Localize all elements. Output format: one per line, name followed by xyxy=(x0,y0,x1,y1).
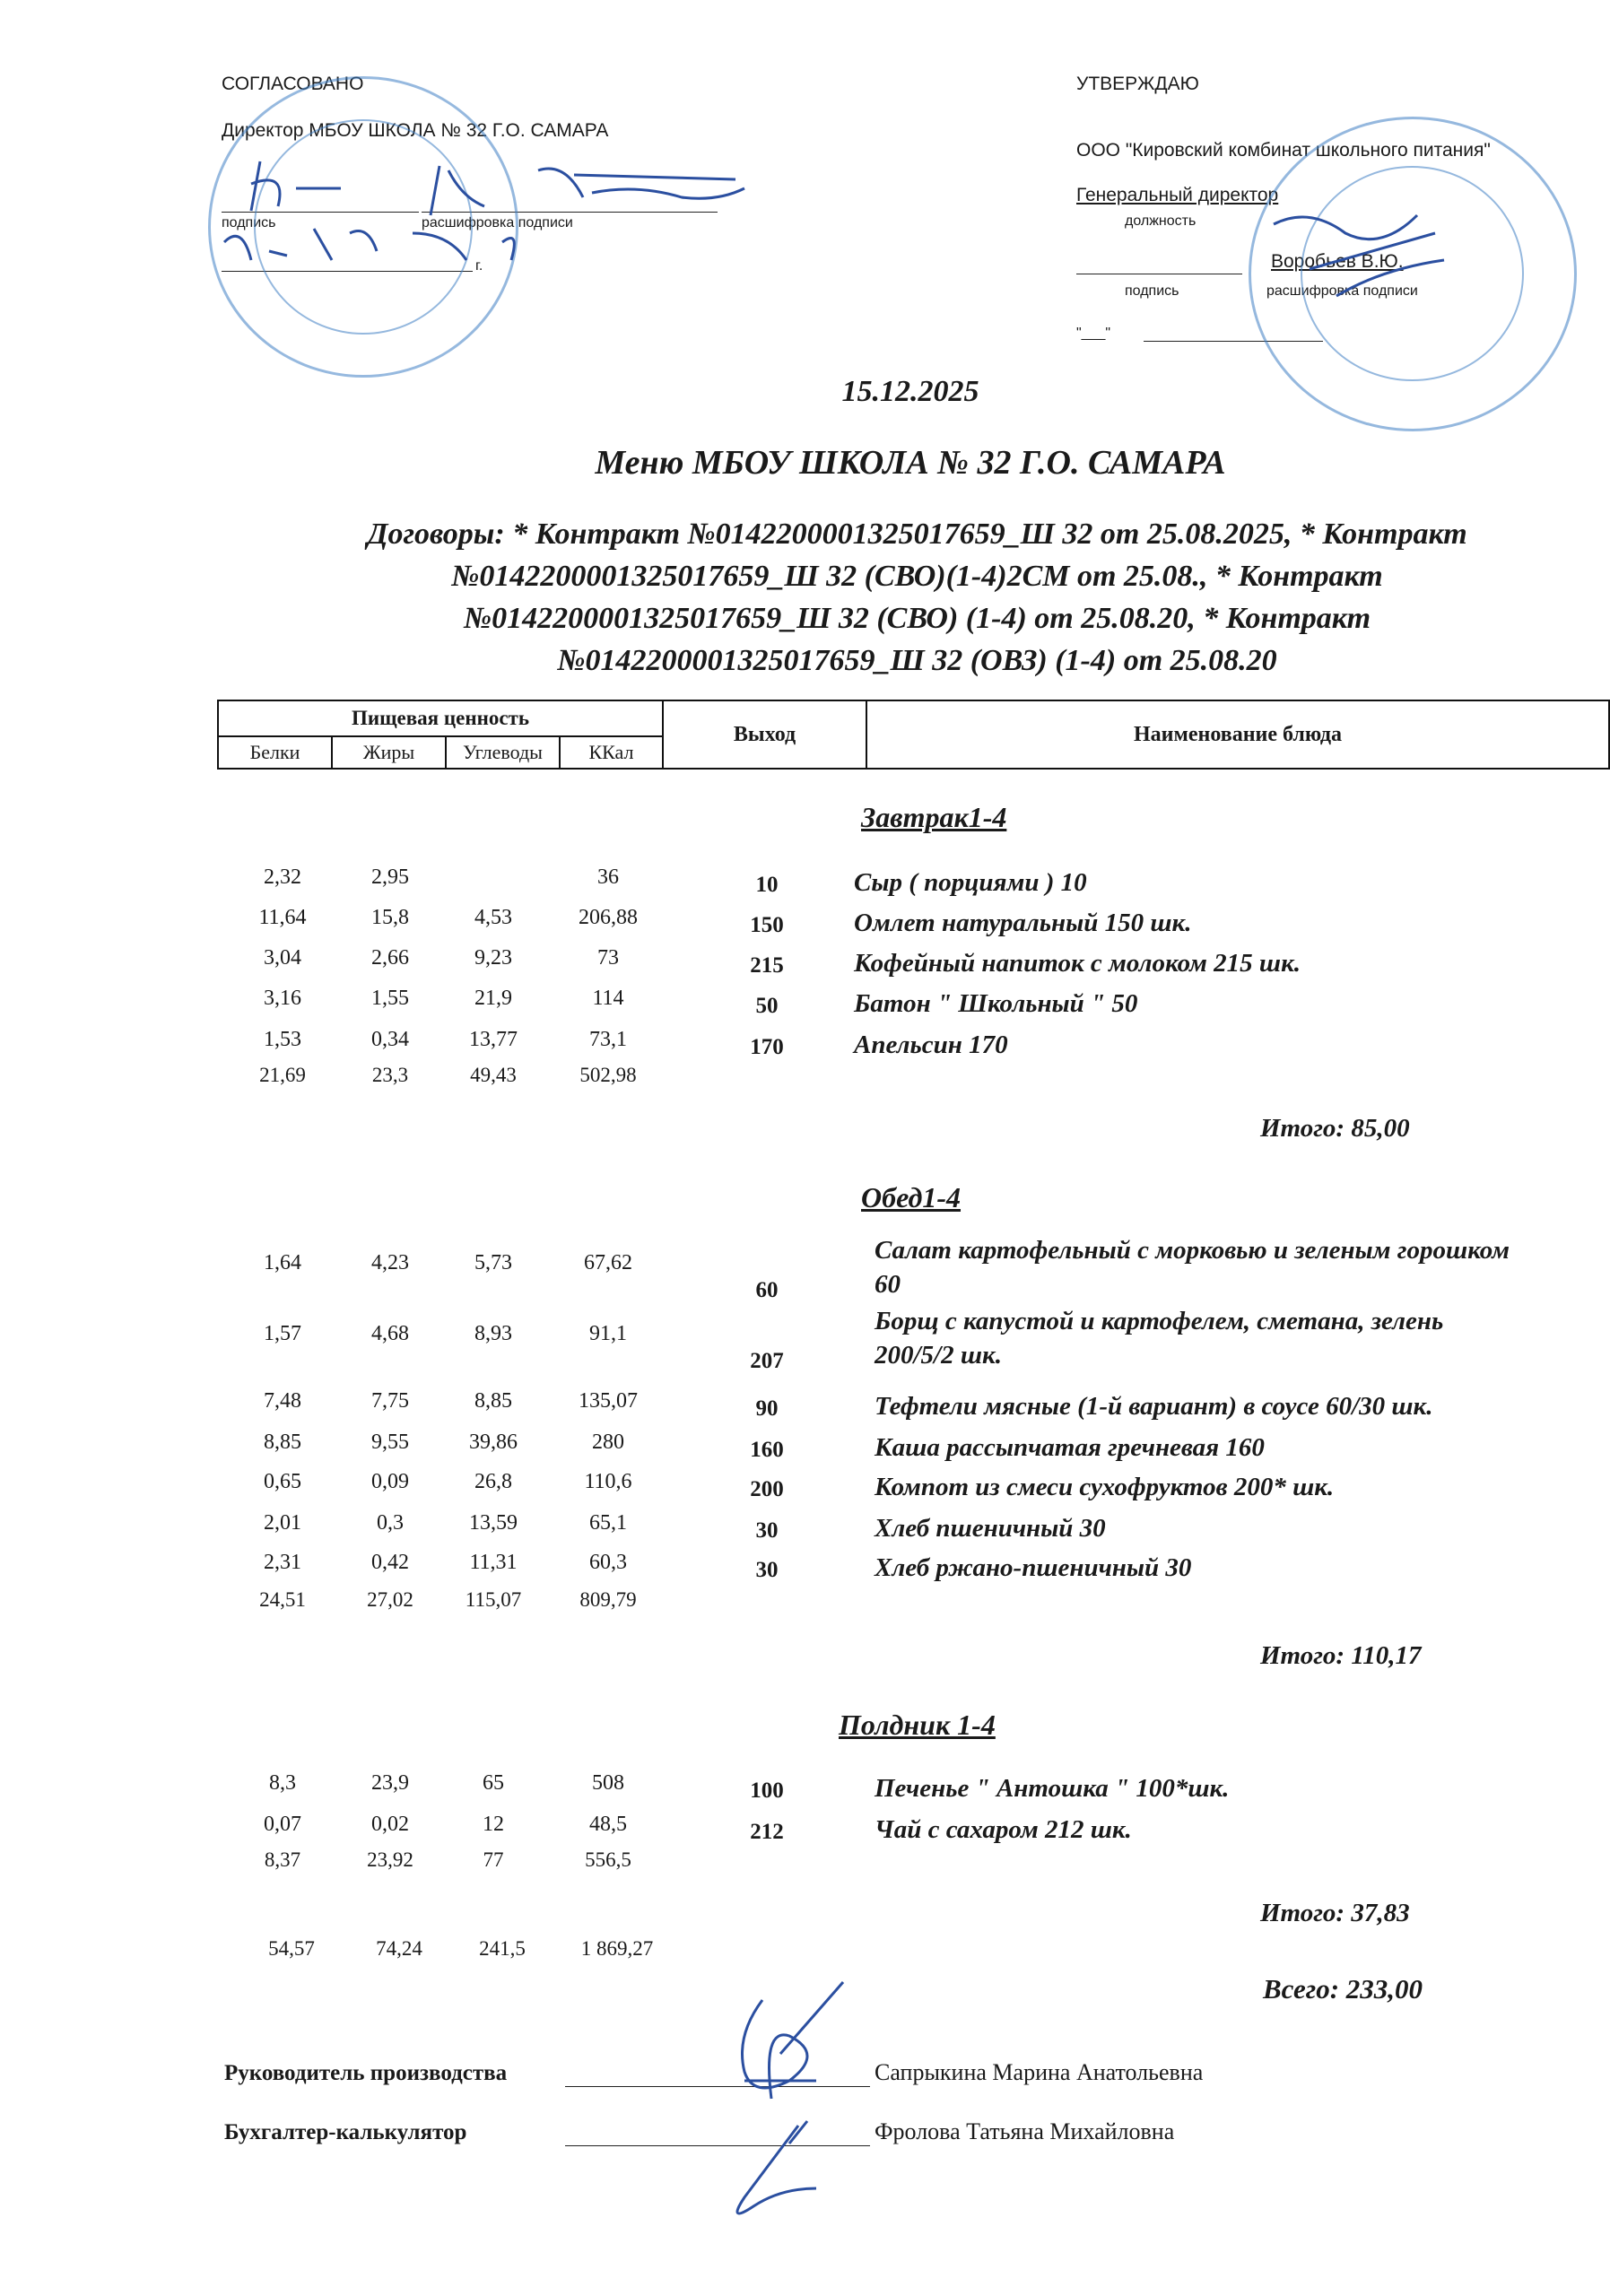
section-sum: 21,69 xyxy=(259,1064,306,1086)
section-total: Итого: 85,00 xyxy=(1260,1114,1410,1143)
nutrition-value: 23,9 xyxy=(371,1771,409,1795)
sign-label-left: подпись xyxy=(222,215,276,230)
approved-heading-right: УТВЕРЖДАЮ xyxy=(1076,74,1199,94)
nutrition-value: 508 xyxy=(592,1771,624,1795)
nutrition-value: 8,3 xyxy=(269,1771,296,1795)
date-suffix: г. xyxy=(475,258,483,274)
org-name: ООО "Кировский комбинат школьного питания" xyxy=(1076,140,1491,161)
nutrition-value: 4,23 xyxy=(371,1251,409,1274)
output-value: 207 xyxy=(750,1349,784,1373)
nutrition-value: 1,53 xyxy=(264,1028,301,1051)
section-sum: 23,3 xyxy=(371,1064,409,1086)
nutrition-value: 65 xyxy=(483,1771,504,1795)
nutrition-value: 7,75 xyxy=(371,1389,409,1413)
dish-name: Салат картофельный с морковью и зеленым горошком xyxy=(875,1236,1510,1265)
role-production-head: Руководитель производства xyxy=(224,2061,508,2085)
dish-name: Сыр ( порциями ) 10 xyxy=(854,868,1087,897)
position-label: должность xyxy=(1125,213,1197,229)
nutrition-value: 5,73 xyxy=(474,1251,512,1274)
nutrition-value: 0,02 xyxy=(371,1813,409,1836)
contract-line: №0142200001325017659_Ш 32 (ОВЗ) (1-4) от 25.08.20 xyxy=(557,644,1277,677)
nutrition-value: 8,85 xyxy=(264,1431,301,1454)
nutrition-value: 73 xyxy=(597,946,619,970)
output-value: 160 xyxy=(750,1438,784,1462)
nutrition-value: 13,77 xyxy=(469,1028,518,1051)
menu-table-header xyxy=(217,700,1610,770)
section-sum: 809,79 xyxy=(579,1588,637,1611)
contract-line: Договоры: * Контракт №0142200001325017659_Ш 32 от 25.08.2025, * Контракт xyxy=(367,517,1467,551)
nutrition-value: 48,5 xyxy=(589,1813,627,1836)
section-title: Полдник 1-4 xyxy=(839,1709,996,1741)
dish-name-cont: 200/5/2 шк. xyxy=(875,1341,1002,1370)
output-value: 60 xyxy=(755,1278,779,1302)
nutrition-value: 110,6 xyxy=(584,1470,632,1493)
dish-name: Кофейный напиток с молоком 215 шк. xyxy=(854,949,1301,978)
dish-name-cont: 60 xyxy=(875,1270,901,1299)
nutrition-value: 39,86 xyxy=(469,1431,518,1454)
menu-date: 15.12.2025 xyxy=(841,375,979,408)
director-signature xyxy=(215,144,771,287)
grand-sum: 74,24 xyxy=(376,1937,422,1960)
nutrition-value: 2,32 xyxy=(264,865,301,889)
nutrition-value: 26,8 xyxy=(474,1470,512,1493)
nutrition-value: 2,66 xyxy=(371,946,409,970)
role-accountant: Бухгалтер-калькулятор xyxy=(224,2120,467,2144)
contracts-block xyxy=(224,513,1610,682)
nutrition-value: 4,53 xyxy=(474,906,512,929)
approved-heading-left: СОГЛАСОВАНО xyxy=(222,74,364,94)
name-production-head: Сапрыкина Марина Анатольевна xyxy=(875,2059,1204,2085)
nutrition-value: 1,55 xyxy=(371,987,409,1010)
decode-label-right: расшифровка подписи xyxy=(1266,283,1418,299)
dish-name: Печенье " Антошка " 100*шк. xyxy=(875,1774,1230,1803)
section-sum: 556,5 xyxy=(585,1848,631,1871)
grand-sum: 241,5 xyxy=(479,1937,526,1960)
nutrition-value: 1,64 xyxy=(264,1251,301,1274)
nutrition-value: 67,62 xyxy=(584,1251,632,1274)
section-total: Итого: 110,17 xyxy=(1260,1641,1422,1670)
output-value: 200 xyxy=(750,1477,784,1501)
nutrition-value: 11,31 xyxy=(469,1551,518,1574)
dish-name: Борщ с капустой и картофелем, сметана, зелень xyxy=(875,1307,1444,1335)
nutrition-value: 0,42 xyxy=(371,1551,409,1574)
kcal-header: ККал xyxy=(560,736,663,769)
nutrition-value: 3,16 xyxy=(264,987,301,1010)
section-sum: 24,51 xyxy=(259,1588,306,1611)
nutrition-value: 0,34 xyxy=(371,1028,409,1051)
nutrition-value: 3,04 xyxy=(264,946,301,970)
company-signature xyxy=(1256,197,1489,341)
nutrition-value: 15,8 xyxy=(371,906,409,929)
dish-name: Компот из смеси сухофруктов 200* шк. xyxy=(875,1473,1335,1501)
fats-header: Жиры xyxy=(332,736,446,769)
dish-name: Омлет натуральный 150 шк. xyxy=(854,909,1192,937)
nutrition-value: 135,07 xyxy=(579,1389,638,1413)
sign-label-right: подпись xyxy=(1125,283,1179,299)
nutrition-value: 114 xyxy=(592,987,624,1010)
grand-sum: 54,57 xyxy=(268,1937,315,1960)
nutrition-value: 4,68 xyxy=(371,1322,409,1345)
dish-name: Батон " Школьный " 50 xyxy=(854,989,1138,1018)
nutrition-value: 0,3 xyxy=(377,1511,404,1535)
nutrition-value: 91,1 xyxy=(589,1322,627,1345)
director-line: Директор МБОУ ШКОЛА № 32 Г.О. САМАРА xyxy=(222,120,609,141)
nutrition-value: 8,85 xyxy=(474,1389,512,1413)
contract-line: №0142200001325017659_Ш 32 (СВО) (1-4) от 25.08.20, * Контракт xyxy=(463,602,1371,635)
contract-line: №0142200001325017659_Ш 32 (СВО)(1-4)2СМ от 25.08., * Контракт xyxy=(451,560,1383,593)
output-value: 90 xyxy=(755,1396,779,1421)
dish-header: Наименование блюда xyxy=(866,700,1609,769)
director-name: Воробьев В.Ю. xyxy=(1271,251,1404,272)
position: Генеральный директор xyxy=(1076,185,1279,205)
grand-total: Всего: 233,00 xyxy=(1263,1973,1423,2005)
nutrition-value: 7,48 xyxy=(264,1389,301,1413)
dish-name: Тефтели мясные (1-й вариант) в соусе 60/30 шк. xyxy=(875,1392,1433,1421)
footer-signatures xyxy=(709,1964,852,2233)
nutrition-value: 0,65 xyxy=(264,1470,301,1493)
date-stub: "___" xyxy=(1076,326,1111,341)
nutrition-value: 12 xyxy=(483,1813,504,1836)
menu-title: Меню МБОУ ШКОЛА № 32 Г.О. САМАРА xyxy=(595,444,1226,482)
nutrition-value: 206,88 xyxy=(579,906,638,929)
proteins-header: Белки xyxy=(218,736,332,769)
nutrition-value: 1,57 xyxy=(264,1322,301,1345)
section-sum: 27,02 xyxy=(367,1588,413,1611)
section-sum: 23,92 xyxy=(367,1848,413,1871)
section-sum: 115,07 xyxy=(465,1588,522,1611)
section-total: Итого: 37,83 xyxy=(1260,1899,1410,1927)
nutrition-value: 73,1 xyxy=(589,1028,627,1051)
nutrition-value: 11,64 xyxy=(258,906,307,929)
output-value: 10 xyxy=(755,873,779,897)
decode-label-left: расшифровка подписи xyxy=(422,215,573,230)
output-value: 50 xyxy=(755,994,779,1018)
name-accountant: Фролова Татьяна Михайловна xyxy=(875,2118,1175,2144)
carbs-header: Углеводы xyxy=(446,736,560,769)
nutrition-value: 9,55 xyxy=(371,1431,409,1454)
output-value: 170 xyxy=(750,1035,784,1059)
nutrition-value: 2,01 xyxy=(264,1511,301,1535)
section-sum: 49,43 xyxy=(470,1064,517,1086)
output-value: 212 xyxy=(750,1820,784,1844)
nutrition-value: 9,23 xyxy=(474,946,512,970)
section-title: Обед1-4 xyxy=(861,1181,962,1213)
dish-name: Апельсин 170 xyxy=(854,1031,1008,1059)
output-header: Выход xyxy=(663,700,866,769)
nutrition-value: 65,1 xyxy=(589,1511,627,1535)
output-value: 100 xyxy=(750,1779,784,1803)
dish-name: Каша рассыпчатая гречневая 160 xyxy=(875,1433,1265,1462)
output-value: 30 xyxy=(755,1518,779,1543)
output-value: 215 xyxy=(750,953,784,978)
section-sum: 8,37 xyxy=(264,1848,301,1871)
output-value: 30 xyxy=(755,1558,779,1582)
nutrition-header: Пищевая ценность xyxy=(218,700,663,736)
section-title: Завтрак1-4 xyxy=(861,801,1007,833)
section-sum: 77 xyxy=(483,1848,504,1871)
grand-sum: 1 869,27 xyxy=(580,1937,654,1960)
dish-name: Чай с сахаром 212 шк. xyxy=(875,1815,1132,1844)
output-value: 150 xyxy=(750,913,784,937)
nutrition-value: 280 xyxy=(592,1431,624,1454)
nutrition-value: 21,9 xyxy=(474,987,512,1010)
nutrition-value: 2,31 xyxy=(264,1551,301,1574)
nutrition-value: 13,59 xyxy=(469,1511,518,1535)
nutrition-value: 8,93 xyxy=(474,1322,512,1345)
nutrition-value: 2,95 xyxy=(371,865,409,889)
dish-name: Хлеб пшеничный 30 xyxy=(875,1514,1106,1543)
nutrition-value: 0,07 xyxy=(264,1813,301,1836)
dish-name: Хлеб ржано-пшеничный 30 xyxy=(875,1553,1192,1582)
section-sum: 502,98 xyxy=(579,1064,637,1086)
nutrition-value: 36 xyxy=(597,865,619,889)
nutrition-value: 60,3 xyxy=(589,1551,627,1574)
nutrition-value: 0,09 xyxy=(371,1470,409,1493)
